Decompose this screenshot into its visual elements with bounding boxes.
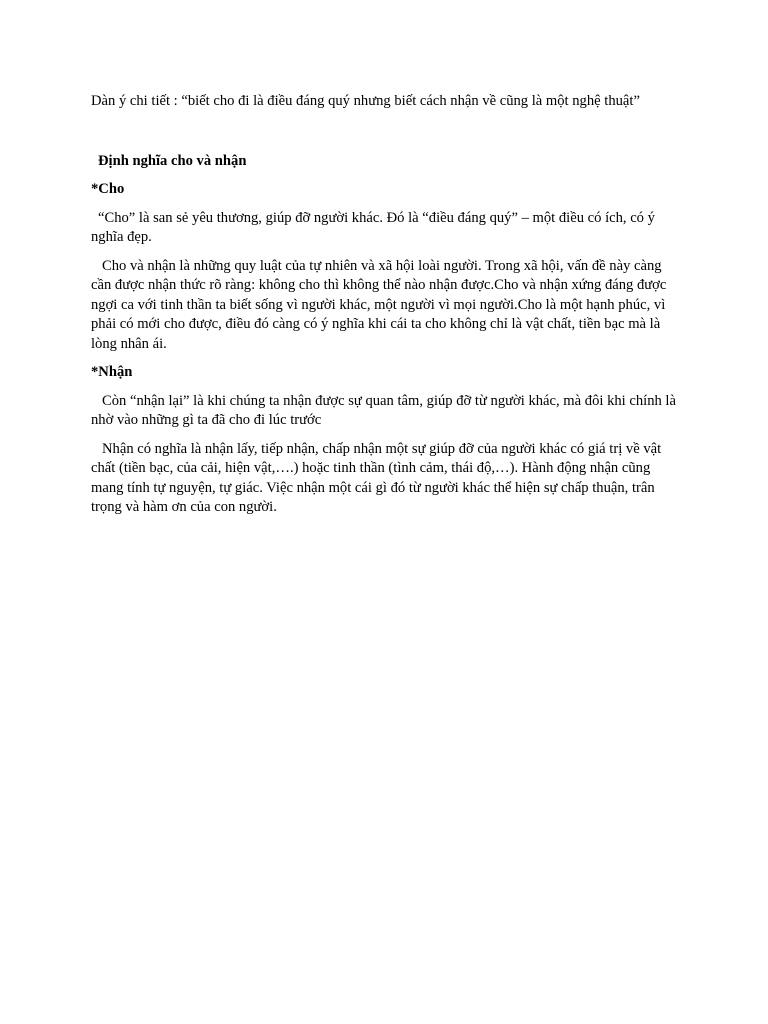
document-body: [91, 92, 681, 518]
section-heading-nhan: *Nhận: [91, 364, 133, 380]
cho-paragraph-2: Cho và nhận là những quy luật của tự nhiên và xã hội loài người. Trong xã hội, vấn đề này càng cần được nhận thức rõ ràng: không cho thì không thể nào nhận được.Cho và nhận xứng đáng được ngợi ca với tinh thần ta biết sống vì người khác, một người vì mọi người.Cho là một hạnh phúc, vì phải có mới cho được, điều đó càng có ý nghĩa khi cái ta cho không chỉ là vật chất, tiền bạc mà là lòng nhân ái.: [91, 257, 667, 352]
nhan-paragraph-2: Nhận có nghĩa là nhận lấy, tiếp nhận, chấp nhận một sự giúp đỡ của người khác có giá trị về vật chất (tiền bạc, của cải, hiện vật,….) hoặc tinh thần (tình cảm, thái độ,…). Hành động nhận cũng mang tính tự nguyện, tự giác. Việc nhận một cái gì đó từ người khác thể hiện sự chấp thuận, trân trọng và hàm ơn của con người.: [91, 440, 662, 515]
definition-heading: Định nghĩa cho và nhận: [98, 152, 247, 169]
nhan-paragraph-1: Còn “nhận lại” là khi chúng ta nhận được sự quan tâm, giúp đỡ từ người khác, mà đôi khi chính là nhờ vào những gì ta đã cho đi lúc trước: [91, 392, 676, 428]
document-title: Dàn ý chi tiết : “biết cho đi là điều đáng quý nhưng biết cách nhận về cũng là một nghệ thuật”: [91, 93, 640, 109]
cho-paragraph-1: “Cho” là san sẻ yêu thương, giúp đỡ người khác. Đó là “điều đáng quý” – một điều có ích, có ý nghĩa đẹp.: [91, 209, 655, 245]
section-heading-cho: *Cho: [91, 181, 125, 197]
